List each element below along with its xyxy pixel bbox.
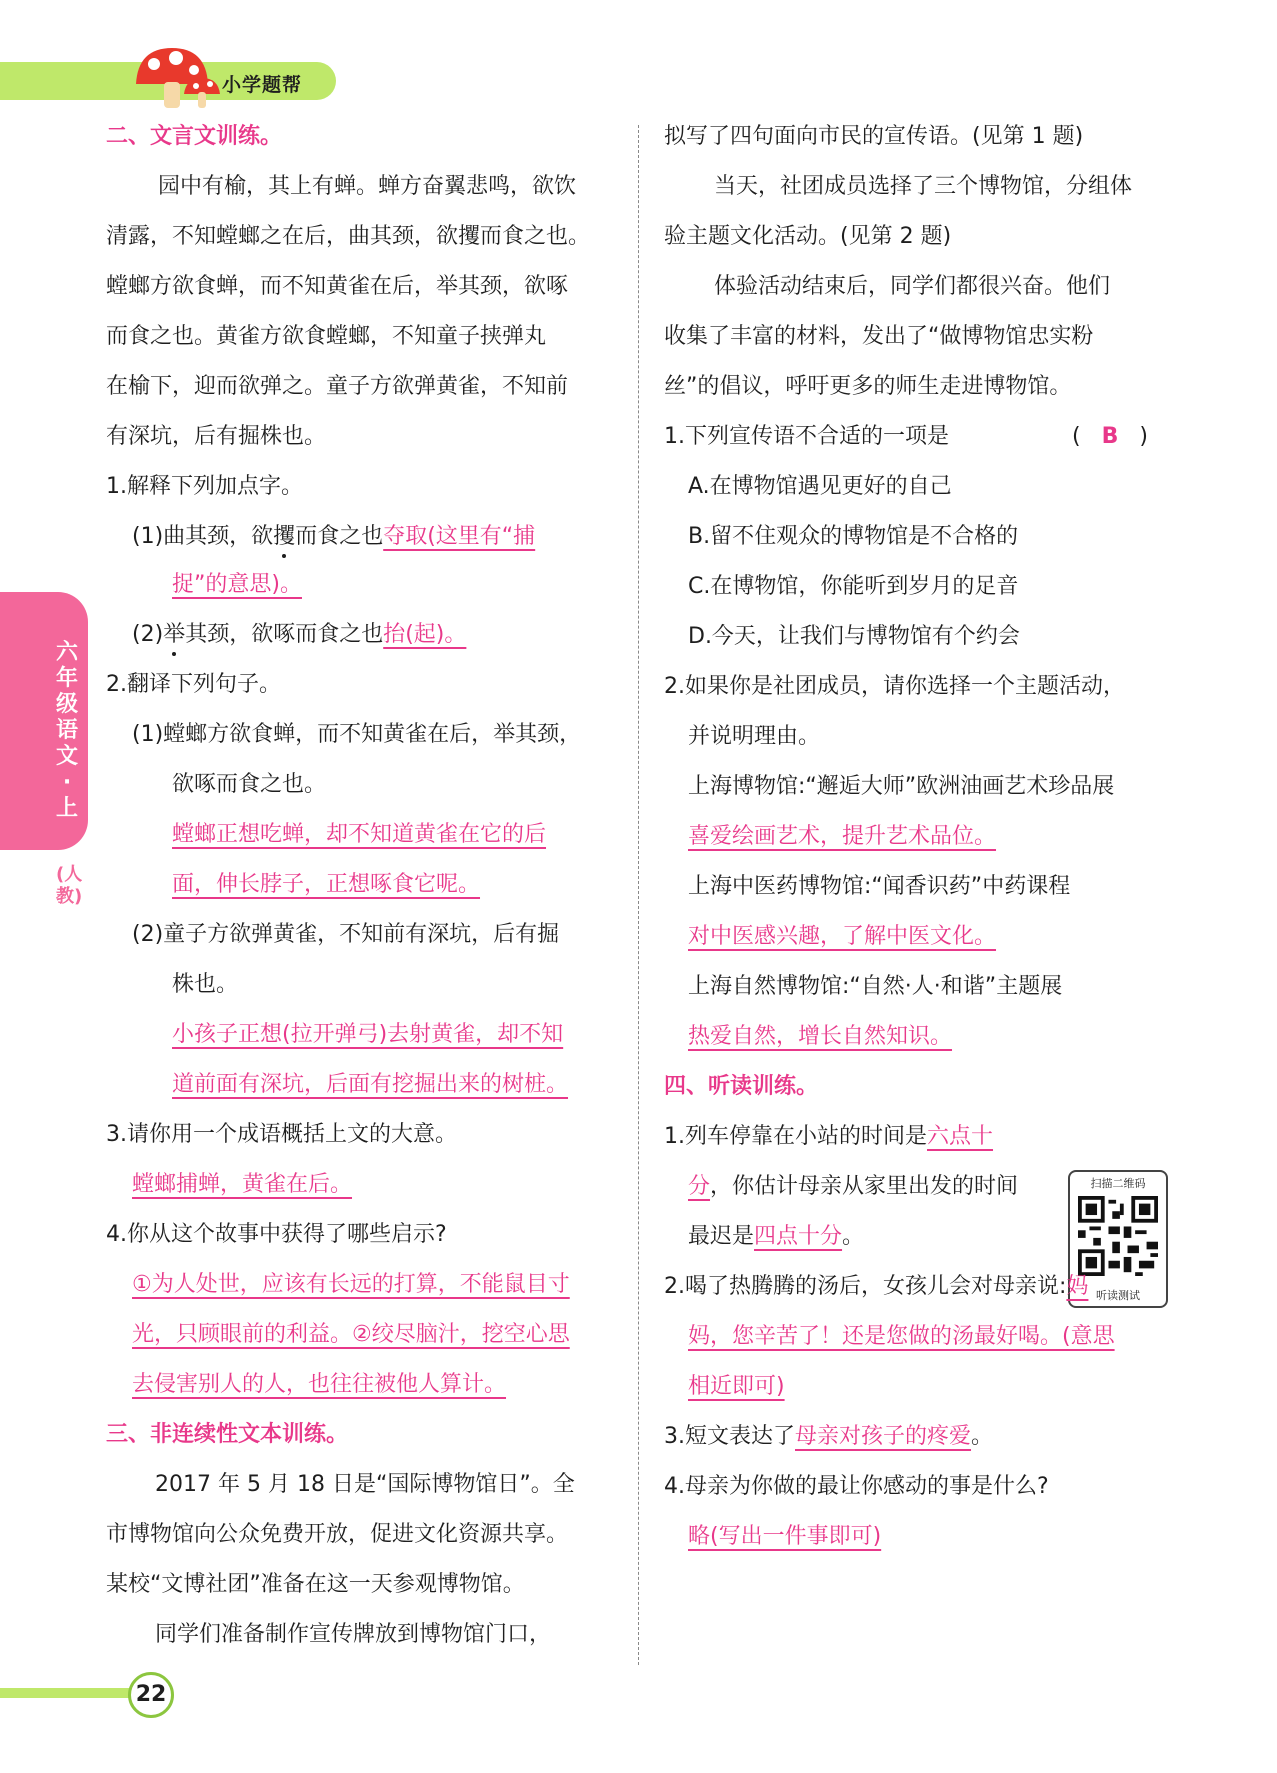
mushroom-logo-icon [128,44,224,114]
answer-text: 小孩子正想(拉开弹弓)去射黄雀，却不知 [172,1022,564,1047]
subquestion-text: 其颈，欲啄而食之也 [185,622,384,647]
subquestion: 株也。 [172,972,239,997]
grade-label: 六年级语文·上 [55,640,78,821]
answer-text: 热爱自然，增长自然知识。 [688,1024,953,1049]
question: 并说明理由。 [688,724,821,749]
page-number: 22 [128,1672,174,1718]
answer-text: 去侵害别人的人，也往往被他人算计。 [132,1372,507,1397]
column-divider [638,125,639,1665]
answer-text: 略(写出一件事即可) [688,1524,882,1549]
question-text: 1.列车停靠在小站的时间是 [664,1124,927,1149]
question [664,1272,1088,1302]
qr-code-icon [1078,1194,1158,1278]
subquestion: (1)螳螂方欲食蝉，而不知黄雀在后，举其颈， [132,722,582,747]
footer-bar [0,1688,132,1698]
question: 3.请你用一个成语概括上文的大意。 [106,1122,457,1147]
answer-text: 抬(起)。 [383,622,467,647]
section-title: 二、文言文训练。 [106,124,283,149]
option: D.今天，让我们与博物馆有个约会 [688,624,1020,649]
answer-text: 六点十 [927,1124,994,1149]
dotted-char: 举 [163,620,185,650]
answer-text: 对中医感兴趣，了解中医文化。 [688,924,997,949]
question: 2.翻译下列句子。 [106,672,281,697]
question [688,1222,864,1252]
question: 4.你从这个故事中获得了哪些启示? [106,1222,447,1247]
question: 2.如果你是社团成员，请你选择一个主题活动， [664,674,1125,699]
museum-line: 上海中医药博物馆:“闻香识药”中药课程 [688,874,1071,899]
section-title: 三、非连续性文本训练。 [106,1422,349,1447]
answer-text: 妈，您辛苦了！还是您做的汤最好喝。(意思 [688,1324,1115,1349]
question-text: ，你估计母亲从家里出发的时间 [710,1174,1019,1199]
question: 4.母亲为你做的最让你感动的事是什么? [664,1474,1049,1499]
question [664,1422,993,1452]
paragraph-line: 拟写了四句面向市民的宣传语。(见第 1 题) [664,124,1084,149]
answer-text: ①为人处世，应该有长远的打算，不能鼠目寸 [132,1272,570,1297]
question [664,1122,993,1152]
header-title: 小学题帮 [222,74,303,96]
answer-text: 道前面有深坑，后面有挖掘出来的树桩。 [172,1072,569,1097]
museum-line: 上海博物馆:“邂逅大师”欧洲油画艺术珍品展 [688,774,1115,799]
option: C.在博物馆，你能听到岁月的足音 [688,574,1019,599]
answer-text: 光，只顾眼前的利益。②绞尽脑汁，挖空心思 [132,1322,570,1347]
dotted-char: 攫 [273,522,295,552]
question-text: 3.短文表达了 [664,1424,795,1449]
passage-line: 园中有榆，其上有蝉。蝉方奋翼悲鸣，欲饮 [158,174,577,199]
question-text: 2.喝了热腾腾的汤后，女孩儿会对母亲说: [664,1274,1067,1299]
paragraph-line: 同学们准备制作宣传牌放到博物馆门口， [155,1622,552,1647]
answer-bracket: ( B ) [1072,424,1148,449]
answer-text: 捉”的意思)。 [172,572,302,597]
answer-text: 面，伸长脖子，正想啄食它呢。 [172,872,481,897]
subquestion-text: (2) [132,622,164,647]
question [688,1172,1018,1202]
question: 1.下列宣传语不合适的一项是 [664,424,949,449]
passage-line: 清露，不知螳螂之在后，曲其颈，欲攫而食之也。 [106,224,591,249]
question-text: 最迟是 [688,1224,755,1249]
qr-caption-bottom: 听读测试 [1096,1289,1140,1302]
subquestion-text: (1)曲其颈，欲 [132,524,274,549]
option: B.留不住观众的博物馆是不合格的 [688,524,1019,549]
paragraph-line: 市博物馆向公众免费开放，促进文化资源共享。 [106,1522,569,1547]
question: 1.解释下列加点字。 [106,474,303,499]
paragraph-line: 2017 年 5 月 18 日是“国际博物馆日”。全 [155,1472,575,1497]
subquestion-text: 而食之也 [295,524,384,549]
subquestion: (2)童子方欲弹黄雀，不知前有深坑，后有掘 [132,922,560,947]
paragraph-line: 当天，社团成员选择了三个博物馆，分组体 [714,174,1133,199]
passage-line: 在榆下，迎而欲弹之。童子方欲弹黄雀，不知前 [106,374,569,399]
subquestion [132,620,466,650]
option: A.在博物馆遇见更好的自己 [688,474,952,499]
subquestion: 欲啄而食之也。 [172,772,327,797]
paragraph-line: 体验活动结束后，同学们都很兴奋。他们 [714,274,1111,299]
museum-line: 上海自然博物馆:“自然·人·和谐”主题展 [688,974,1063,999]
edition-label: (人教) [56,864,83,907]
paragraph-line: 验主题文化活动。(见第 2 题) [664,224,952,249]
paragraph-line: 某校“文博社团”准备在这一天参观博物馆。 [106,1572,525,1597]
section-title: 四、听读训练。 [664,1074,819,1099]
answer-text: 分 [688,1174,711,1199]
passage-line: 螳螂方欲食蝉，而不知黄雀在后，举其颈，欲啄 [106,274,569,299]
subquestion [132,522,535,552]
answer-text: 相近即可) [688,1374,785,1399]
question-text: 。 [971,1424,994,1449]
passage-line: 有深坑，后有掘株也。 [106,424,327,449]
answer-text: 喜爱绘画艺术，提升艺术品位。 [688,824,997,849]
paragraph-line: 收集了丰富的材料，发出了“做博物馆忠实粉 [664,324,1094,349]
passage-line: 而食之也。黄雀方欲食螳螂，不知童子挟弹丸 [106,324,547,349]
answer-text: 妈 [1066,1274,1089,1299]
qr-caption-top: 扫描二维码 [1090,1177,1146,1190]
question-text: 。 [842,1224,865,1249]
answer-text: 母亲对孩子的疼爱 [795,1424,972,1449]
answer-choice: B [1101,424,1119,449]
answer-text: 螳螂正想吃蝉，却不知道黄雀在它的后 [172,822,547,847]
answer-text: 夺取(这里有“捕 [383,524,536,549]
answer-text: 螳螂捕蝉，黄雀在后。 [132,1172,353,1197]
paragraph-line: 丝”的倡议，呼吁更多的师生走进博物馆。 [664,374,1072,399]
answer-text: 四点十分 [754,1224,843,1249]
